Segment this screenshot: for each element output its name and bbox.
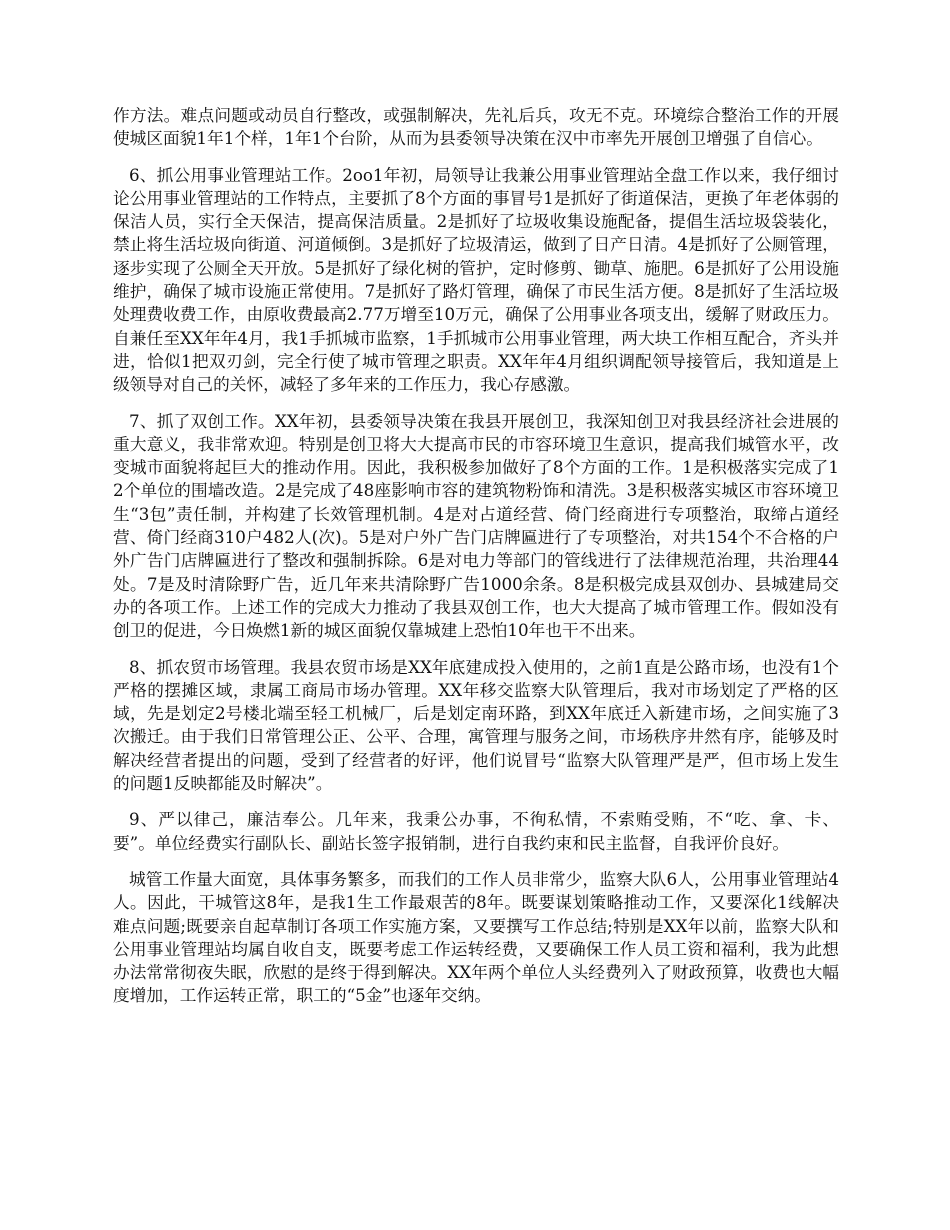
paragraph-workload-summary: 城管工作量大面宽，具体事务繁多，而我们的工作人员非常少，监察大队6人，公用事业管理站4人。因此，干城管这8年，是我1生工作最艰苦的8年。既要谋划策略推动工作，又要深化1线解决难点问题;既要亲自起草制订各项工作实施方案，又要撰写工作总结;特别是XX年以前，监察大队和公用事业管理站均属自收自支，既要考虑工作运转经费，又要确保工作人员工资和福利，我为此想办法常常彻夜失眠，欣慰的是终于得到解决。XX年两个单位人头经费列入了财政预算，收费也大幅度增加，工作运转正常，职工的“5金”也逐年交纳。 (113, 868, 839, 1006)
paragraph-item-6-public-utilities: 6、抓公用事业管理站工作。2oo1年初，局领导让我兼公用事业管理站全盘工作以来，我仔细讨论公用事业管理站的工作特点，主要抓了8个方面的事冒号1是抓好了街道保洁，更换了年老体弱的保洁人员，实行全天保洁，提高保洁质量。2是抓好了垃圾收集设施配备，提倡生活垃圾袋装化，禁止将生活垃圾向街道、河道倾倒。3是抓好了垃圾清运，做到了日产日清。4是抓好了公厕管理，逐步实现了公厕全天开放。5是抓好了绿化树的管护，定时修剪、锄草、施肥。6是抓好了公用设施维护，确保了城市设施正常使用。7是抓好了路灯管理，确保了市民生活方便。8是抓好了生活垃圾处理费收费工作，由原收费最高2.77万增至10万元，确保了公用事业各项支出，缓解了财政压力。自兼任至XX年年4月，我1手抓城市监察，1手抓城市公用事业管理，两大块工作相互配合，齐头并进，恰似1把双刃剑，完全行使了城市管理之职责。XX年年4月组织调配领导接管后，我知道是上级领导对自己的关怀，减轻了多年来的工作压力，我心存感激。 (113, 164, 839, 395)
paragraph-continuation: 作方法。难点问题或动员自行整改，或强制解决，先礼后兵，攻无不克。环境综合整治工作的开展使城区面貌1年1个样，1年1个台阶，从而为县委领导决策在汉中市率先开展创卫增强了自信心。 (113, 105, 839, 149)
paragraph-item-7-dual-creation: 7、抓了双创工作。XX年初，县委领导决策在我县开展创卫，我深知创卫对我县经济社会进展的重大意义，我非常欢迎。特别是创卫将大大提高市民的市容环境卫生意识，提高我们城管水平，改变城市面貌将起巨大的推动作用。因此，我积极参加做好了8个方面的工作。1是积极落实完成了12个单位的围墙改造。2是完成了48座影响市容的建筑物粉饰和清洗。3是积极落实城区市容环境卫生“3包”责任制，并构建了长效管理机制。4是对占道经营、倚门经商进行专项整治，取缔占道经营、倚门经商310户482人(次)。5是对户外广告门店牌匾进行了专项整治，对共154个不合格的户外广告门店牌匾进行了整改和强制拆除。6是对电力等部门的管线进行了法律规范治理，共治理44处。7是及时清除野广告，近几年来共清除野广告1000余条。8是积极完成县双创办、县城建局交办的各项工作。上述工作的完成大力推动了我县双创工作，也大大提高了城市管理工作。假如没有创卫的促进，今日焕燃1新的城区面貌仅靠城建上恐怕10年也干不出来。 (113, 410, 839, 641)
paragraph-item-9-integrity: 9、严以律己，廉洁奉公。几年来，我秉公办事，不徇私情，不索贿受贿，不“吃、拿、卡、要”。单位经费实行副队长、副站长签字报销制，进行自我约束和民主监督，自我评价良好。 (113, 809, 839, 853)
document-body (113, 104, 839, 1021)
paragraph-item-8-farmers-market: 8、抓农贸市场管理。我县农贸市场是XX年底建成投入使用的，之前1直是公路市场，也没有1个严格的摆摊区域，隶属工商局市场办管理。XX年移交监察大队管理后，我对市场划定了严格的区域，先是划定2号楼北端至轻工机械厂，后是划定南环路，到XX年底迁入新建市场，之间实施了3次搬迁。由于我们日常管理公正、公平、合理，寓管理与服务之间，市场秩序井然有序，能够及时解决经营者提出的问题，受到了经营者的好评，他们说冒号“监察大队管理严是严，但市场上发生的问题1反映都能及时解决”。 (113, 656, 839, 794)
